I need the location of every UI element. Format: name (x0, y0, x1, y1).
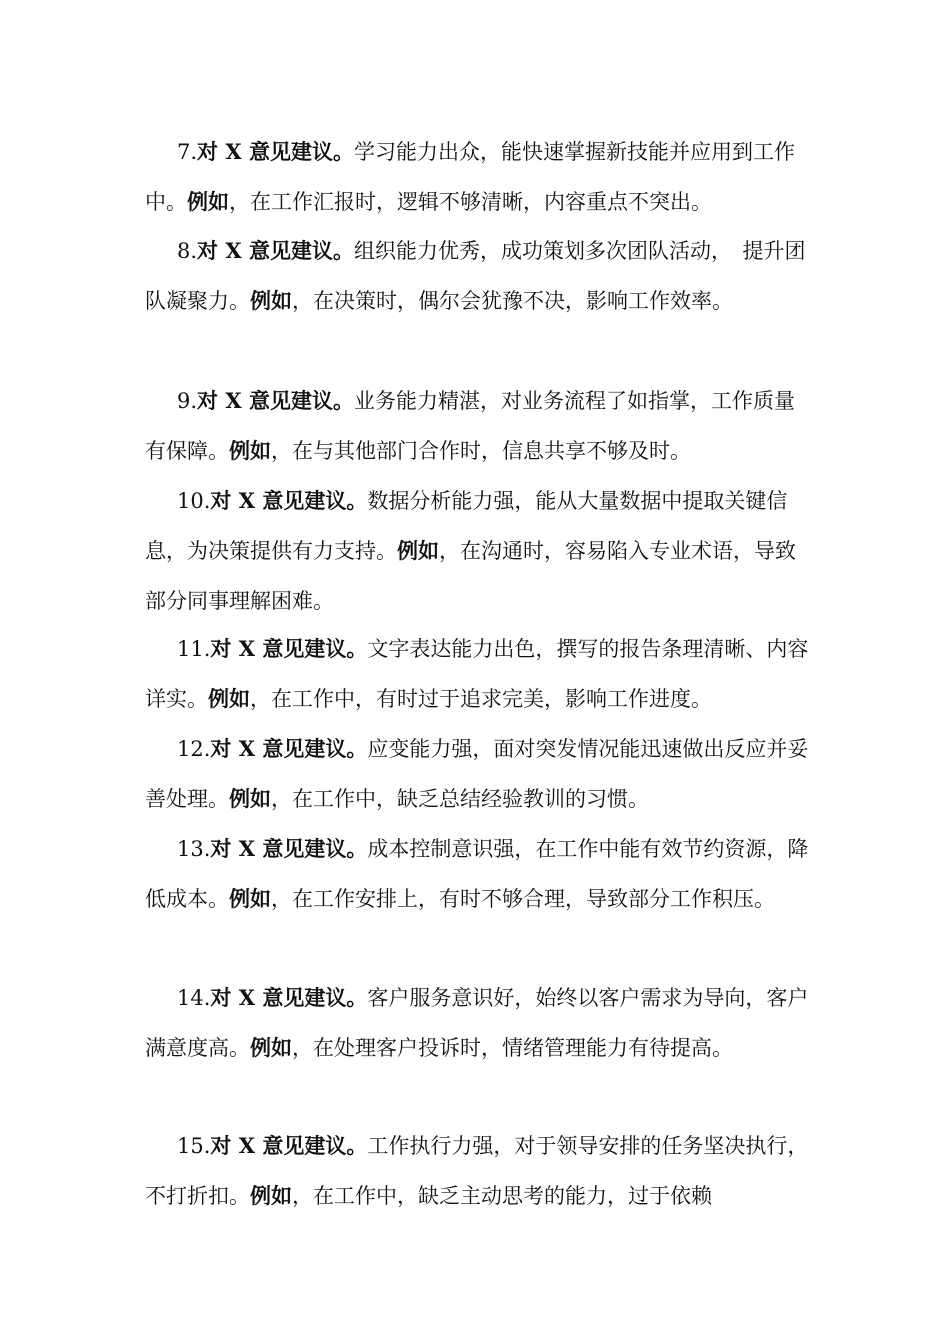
example-label: 例如 (250, 288, 292, 313)
suggestion-paragraph-9 (145, 376, 815, 476)
paragraph-heading: 对 X 意见建议。 (197, 139, 354, 164)
weakness-text: ，在决策时，偶尔会犹豫不决，影响工作效率。 (292, 289, 733, 313)
weakness-text: ，在工作中，有时过于追求完美，影响工作进度。 (250, 687, 712, 711)
paragraph-number: 14. (177, 986, 211, 1010)
paragraph-heading: 对 X 意见建议。 (210, 488, 368, 513)
paragraph-number: 10. (177, 489, 211, 513)
weakness-text: ，在工作中，缺乏主动思考的能力，过于依赖 (292, 1184, 712, 1208)
example-label: 例如 (229, 786, 271, 811)
weakness-text: ，在工作中，缺乏总结经验教训的习惯。 (271, 787, 649, 811)
weakness-text: ，在沟通时，容易陷入专业术语，导致部分同事理解困难。 (145, 539, 796, 613)
suggestion-paragraph-10 (145, 476, 815, 626)
example-label: 例如 (229, 438, 271, 463)
suggestion-paragraph-7 (145, 127, 815, 227)
paragraph-heading: 对 X 意见建议。 (210, 1133, 368, 1158)
strength-text: 工作执行力强，对于领导安排的任务坚决执行，不打折扣。 (145, 1134, 809, 1208)
suggestion-paragraph-12 (145, 724, 815, 824)
example-label: 例如 (250, 1035, 292, 1060)
paragraph-heading: 对 X 意见建议。 (197, 238, 354, 263)
example-label: 例如 (397, 538, 439, 563)
paragraph-number: 13. (177, 837, 211, 861)
strength-text: 业务能力精湛，对业务流程了如指掌，工作质量有保障。 (145, 389, 795, 463)
example-label: 例如 (208, 686, 250, 711)
paragraph-number: 7. (177, 140, 198, 164)
strength-text: 组织能力优秀，成功策划多次团队活动， 提升团队凝聚力。 (145, 239, 806, 313)
weakness-text: ，在与其他部门合作时，信息共享不够及时。 (271, 439, 691, 463)
suggestion-paragraph-8 (145, 226, 815, 326)
paragraph-heading: 对 X 意见建议。 (210, 636, 368, 661)
suggestion-paragraph-11 (145, 624, 815, 724)
weakness-text: ，在工作汇报时，逻辑不够清晰，内容重点不突出。 (229, 190, 712, 214)
paragraph-heading: 对 X 意见建议。 (210, 836, 368, 861)
strength-text: 数据分析能力强，能从大量数据中提取关键信息，为决策提供有力支持。 (145, 489, 788, 563)
paragraph-number: 11. (177, 637, 211, 661)
example-label: 例如 (187, 189, 229, 214)
paragraph-heading: 对 X 意见建议。 (197, 388, 354, 413)
weakness-text: ，在处理客户投诉时，情绪管理能力有待提高。 (292, 1036, 733, 1060)
paragraph-heading: 对 X 意见建议。 (210, 736, 368, 761)
paragraph-number: 9. (177, 389, 198, 413)
strength-text: 成本控制意识强，在工作中能有效节约资源，降低成本。 (145, 837, 809, 911)
weakness-text: ，在工作安排上，有时不够合理，导致部分工作积压。 (271, 887, 775, 911)
example-label: 例如 (250, 1183, 292, 1208)
paragraph-heading: 对 X 意见建议。 (210, 985, 368, 1010)
strength-text: 客户服务意识好，始终以客户需求为导向，客户满意度高。 (145, 986, 809, 1060)
paragraph-number: 8. (177, 239, 198, 263)
suggestion-paragraph-15 (145, 1121, 815, 1221)
strength-text: 学习能力出众，能快速掌握新技能并应用到工作中。 (145, 140, 795, 214)
strength-text: 文字表达能力出色，撰写的报告条理清晰、内容详实。 (145, 637, 809, 711)
suggestion-paragraph-14 (145, 973, 815, 1073)
paragraph-number: 15. (177, 1134, 211, 1158)
suggestion-paragraph-13 (145, 824, 815, 924)
paragraph-number: 12. (177, 737, 211, 761)
example-label: 例如 (229, 886, 271, 911)
strength-text: 应变能力强，面对突发情况能迅速做出反应并妥善处理。 (145, 737, 809, 811)
